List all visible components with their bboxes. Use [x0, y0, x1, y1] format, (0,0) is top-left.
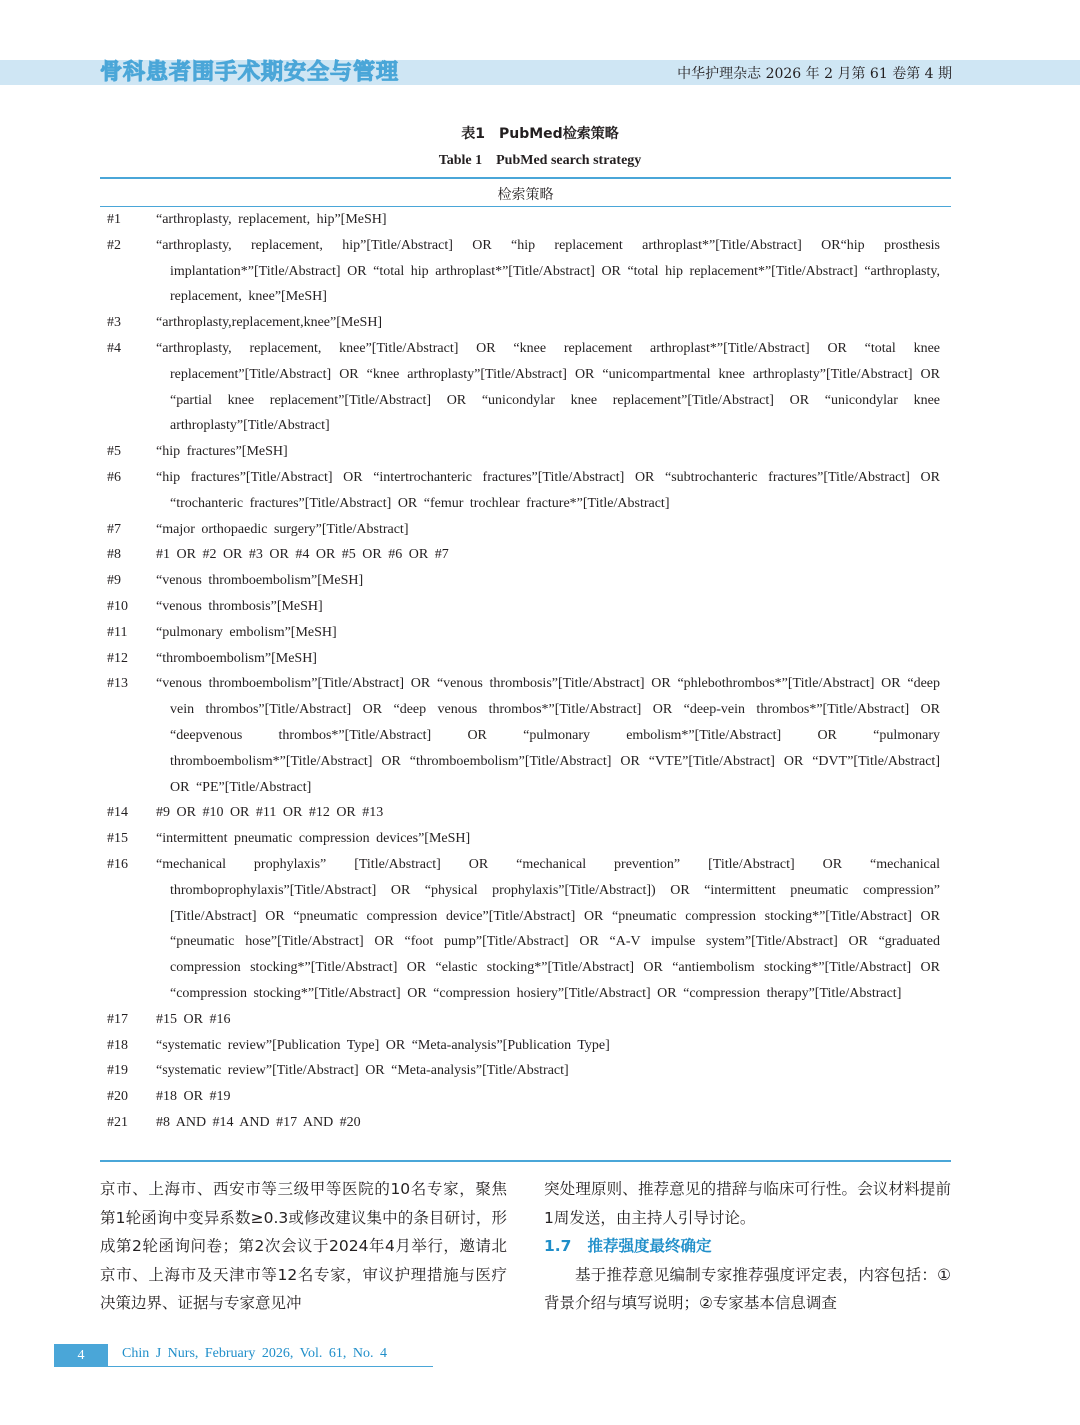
- table-row: [100, 671, 951, 800]
- table-row: [100, 1033, 951, 1059]
- table-row: [100, 594, 951, 620]
- row-id: #15: [107, 831, 128, 847]
- row-query: “mechanical prophylaxis” [Title/Abstract] OR “mechanical prevention” [Title/Abstract] OR “mechanical thromboprophylaxis”[Title/Abstract] OR “physical prophylaxis”[Title/Abstract]) OR “intermittent pneumatic compression” [Title/Abstract] OR “pneumatic compression device”[Title/Abstract] OR “pneumatic compression stocking*”[Title/Abstract] OR “pneumatic hose”[Title/Abstract] OR “foot pump”[Title/Abstract] OR “A-V impulse system”[Title/Abstract] OR “graduated compression stocking*”[Title/Abstract] OR “elastic stocking*”[Title/Abstract] OR “antiembolism stocking*”[Title/Abstract] OR “compression stocking*”[Title/Abstract] OR “compression hosiery”[Title/Abstract] OR “compression therapy”[Title/Abstract]: [156, 856, 940, 1001]
- table-row: [100, 233, 951, 310]
- row-id: #6: [107, 469, 121, 485]
- footer-citation: Chin J Nurs, February 2026, Vol. 61, No. 4: [122, 1346, 387, 1361]
- table-row: [100, 439, 951, 465]
- row-query: “hip fractures”[Title/Abstract] OR “intertrochanteric fractures”[Title/Abstract] OR “subtrochanteric fractures”[Title/Abstract] OR “trochanteric fractures”[Title/Abstract] OR “femur trochlear fracture*”[Title/Abstract]: [156, 469, 940, 511]
- row-id: #4: [107, 340, 121, 356]
- table-row: [100, 1084, 951, 1110]
- table-row: [100, 852, 951, 1007]
- table-row: [100, 568, 951, 594]
- section-title: 骨科患者围手术期安全与管理: [100, 60, 400, 85]
- journal-issue: 中华护理杂志 2026 年 2 月第 61 卷第 4 期: [677, 66, 952, 82]
- row-id: #5: [107, 444, 121, 460]
- row-id: #3: [107, 315, 121, 331]
- row-id: #8: [107, 547, 121, 563]
- row-query: #15 OR #16: [156, 1011, 231, 1027]
- table-row: [100, 1007, 951, 1033]
- row-query: “arthroplasty, replacement, hip”[Title/Abstract] OR “hip replacement arthroplast*”[Title/Abstract] OR“hip prosthesis implantation*”[Title/Abstract] OR “total hip arthroplast*”[Title/Abstract] OR “total hip replacement*”[Title/Abstract] “arthroplasty, replacement, knee”[MeSH]: [156, 237, 940, 305]
- row-id: #7: [107, 521, 121, 537]
- row-id: #12: [107, 650, 128, 666]
- row-query: “venous thromboembolism”[MeSH]: [156, 573, 364, 589]
- table-row: [100, 336, 951, 439]
- row-query: “intermittent pneumatic compression devices”[MeSH]: [156, 831, 471, 847]
- body-paragraph: 突处理原则、推荐意见的措辞与临床可行性。会议材料提前1周发送，由主持人引导讨论。: [544, 1180, 951, 1227]
- row-query: “major orthopaedic surgery”[Title/Abstract]: [156, 521, 409, 537]
- body-paragraph: 基于推荐意见编制专家推荐强度评定表，内容包括：①背景介绍与填写说明；②专家基本信息调查: [544, 1265, 951, 1312]
- section-heading: [544, 1232, 951, 1261]
- body-text: [100, 1175, 951, 1323]
- table-bottom-rule: [100, 1160, 951, 1162]
- row-id: #14: [107, 805, 128, 821]
- row-query: “systematic review”[Title/Abstract] OR “Meta-analysis”[Title/Abstract]: [156, 1063, 569, 1079]
- body-paragraph: 京市、上海市、西安市等三级甲等医院的10名专家，聚焦第1轮函询中变异系数≥0.3或修改建议集中的条目研讨，形成第2轮函询问卷；第2次会议于2024年4月举行，邀请北京市、上海市及天津市等12名专家，审议护理措施与医疗决策边界、证据与专家意见冲: [100, 1180, 507, 1312]
- table-row: [100, 646, 951, 672]
- table-row: [100, 310, 951, 336]
- table-row: [100, 800, 951, 826]
- row-query: “venous thromboembolism”[Title/Abstract] OR “venous thrombosis”[Title/Abstract] OR “phlebothrombos*”[Title/Abstract] OR “deep vein thrombos”[Title/Abstract] OR “deep venous thrombos*”[Title/Abstract] OR “deep-vein thrombos*”[Title/Abstract] OR “deepvenous thrombos*”[Title/Abstract] OR “pulmonary embolism*”[Title/Abstract] OR “pulmonary thromboembolism*”[Title/Abstract] OR “thromboembolism”[Title/Abstract] OR “VTE”[Title/Abstract] OR “DVT”[Title/Abstract] OR “PE”[Title/Abstract]: [156, 676, 940, 795]
- row-id: #20: [107, 1089, 128, 1105]
- table-caption-en: Table 1 PubMed search strategy: [438, 153, 642, 168]
- row-id: #11: [107, 624, 128, 640]
- left-column: [100, 1175, 507, 1318]
- row-query: “hip fractures”[MeSH]: [156, 444, 288, 460]
- table-row: [100, 1110, 951, 1136]
- row-query: #18 OR #19: [156, 1089, 231, 1105]
- table-row: [100, 542, 951, 568]
- row-query: “thromboembolism”[MeSH]: [156, 650, 317, 666]
- row-query: #9 OR #10 OR #11 OR #12 OR #13: [156, 805, 384, 821]
- row-id: #17: [107, 1011, 128, 1027]
- table-caption-cn: 表1 PubMed检索策略: [461, 126, 619, 142]
- row-id: #1: [107, 212, 121, 227]
- row-id: #10: [107, 598, 128, 614]
- row-query: “pulmonary embolism”[MeSH]: [156, 624, 337, 640]
- row-query: “arthroplasty, replacement, knee”[Title/Abstract] OR “knee replacement arthroplast*”[Title/Abstract] OR “total knee replacement”[Title/Abstract] OR “knee arthroplasty”[Title/Abstract] OR “unicompartmental knee arthroplasty”[Title/Abstract] OR “partial knee replacement”[Title/Abstract] OR “unicondylar knee replacement”[Title/Abstract] OR “unicondylar knee arthroplasty”[Title/Abstract]: [156, 340, 940, 434]
- section-heading-title: 推荐强度最终确定: [587, 1237, 712, 1255]
- row-query: “arthroplasty,replacement,knee”[MeSH]: [156, 315, 383, 331]
- row-id: #16: [107, 856, 128, 872]
- table-column-header: 检索策略: [497, 187, 554, 203]
- table-row: [100, 517, 951, 543]
- table-top-rule: [100, 177, 951, 179]
- row-id: #2: [107, 237, 121, 253]
- table-row: [100, 465, 951, 517]
- row-id: #9: [107, 573, 121, 589]
- row-query: #1 OR #2 OR #3 OR #4 OR #5 OR #6 OR #7: [156, 547, 449, 563]
- row-id: #18: [107, 1037, 128, 1053]
- table-row: [100, 1058, 951, 1084]
- table-row: [100, 620, 951, 646]
- row-id: #19: [107, 1063, 128, 1079]
- row-id: #13: [107, 676, 128, 692]
- search-strategy-table: [100, 207, 951, 1136]
- section-number: 1.7: [544, 1237, 572, 1255]
- footer-rule: [108, 1366, 433, 1367]
- right-column: [544, 1175, 951, 1318]
- row-id: #21: [107, 1114, 128, 1130]
- row-query: #8 AND #14 AND #17 AND #20: [156, 1114, 361, 1130]
- table-row: [100, 826, 951, 852]
- page-number: 4: [54, 1344, 108, 1367]
- row-query: “systematic review”[Publication Type] OR “Meta-analysis”[Publication Type]: [156, 1037, 610, 1053]
- row-query: “venous thrombosis”[MeSH]: [156, 598, 323, 614]
- table-row: [100, 207, 951, 233]
- row-query: “arthroplasty, replacement, hip”[MeSH]: [156, 212, 387, 227]
